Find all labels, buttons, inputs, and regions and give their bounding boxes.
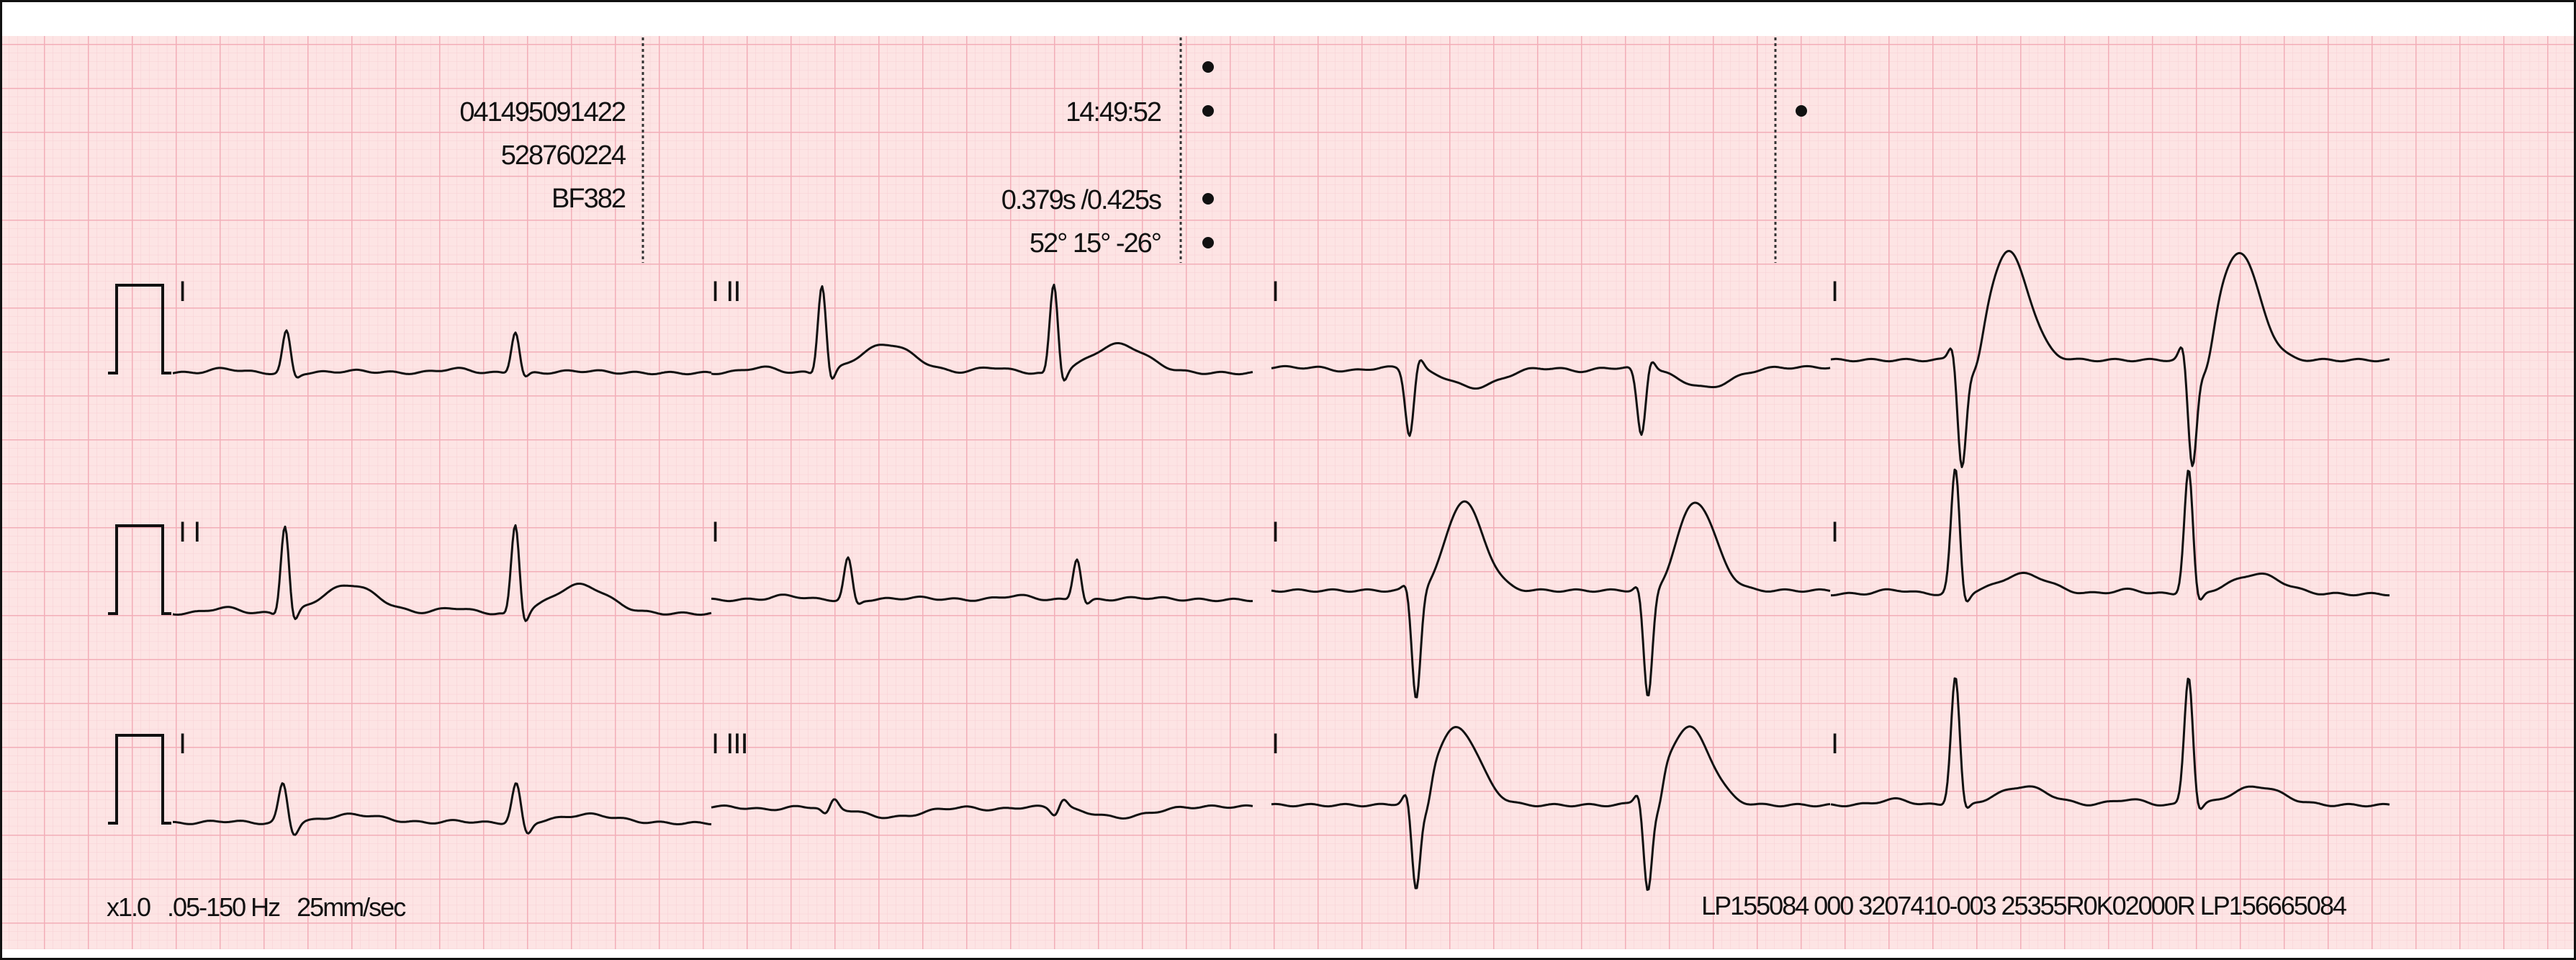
record-time: 14:49:52 [1066,97,1161,127]
bullet-5 [1796,105,1807,117]
lead-label: I [179,728,186,760]
lead-label: I [179,276,186,308]
lead-label: I II [711,276,741,308]
lead-label: I III [711,728,748,760]
lead-label: I [1271,276,1279,308]
qt-intervals: 0.379s /0.425s [1001,185,1161,215]
bullet-3 [1202,193,1214,205]
lead-label: I I [179,516,201,548]
recording-settings: x1.0 .05-150 Hz 25mm/sec [107,892,405,922]
lead-label: I [1831,276,1839,308]
patient-id-2: 528760224 [500,140,625,171]
patient-id-3: BF382 [551,184,625,214]
lead-label: I [1271,516,1279,548]
bullet-2 [1202,105,1214,117]
bullet-1 [1202,61,1214,73]
device-codes: LP155084 000 3207410-003 25355R0K02000R LP156665084 [1701,891,2346,920]
bullet-4 [1202,237,1214,248]
axes-values: 52° 15° -26° [1029,228,1161,259]
lead-label: I [1831,516,1839,548]
patient-id-1: 041495091422 [459,97,625,127]
lead-label: I [711,516,719,548]
lead-label: I [1831,728,1839,760]
lead-label: I [1271,728,1279,760]
